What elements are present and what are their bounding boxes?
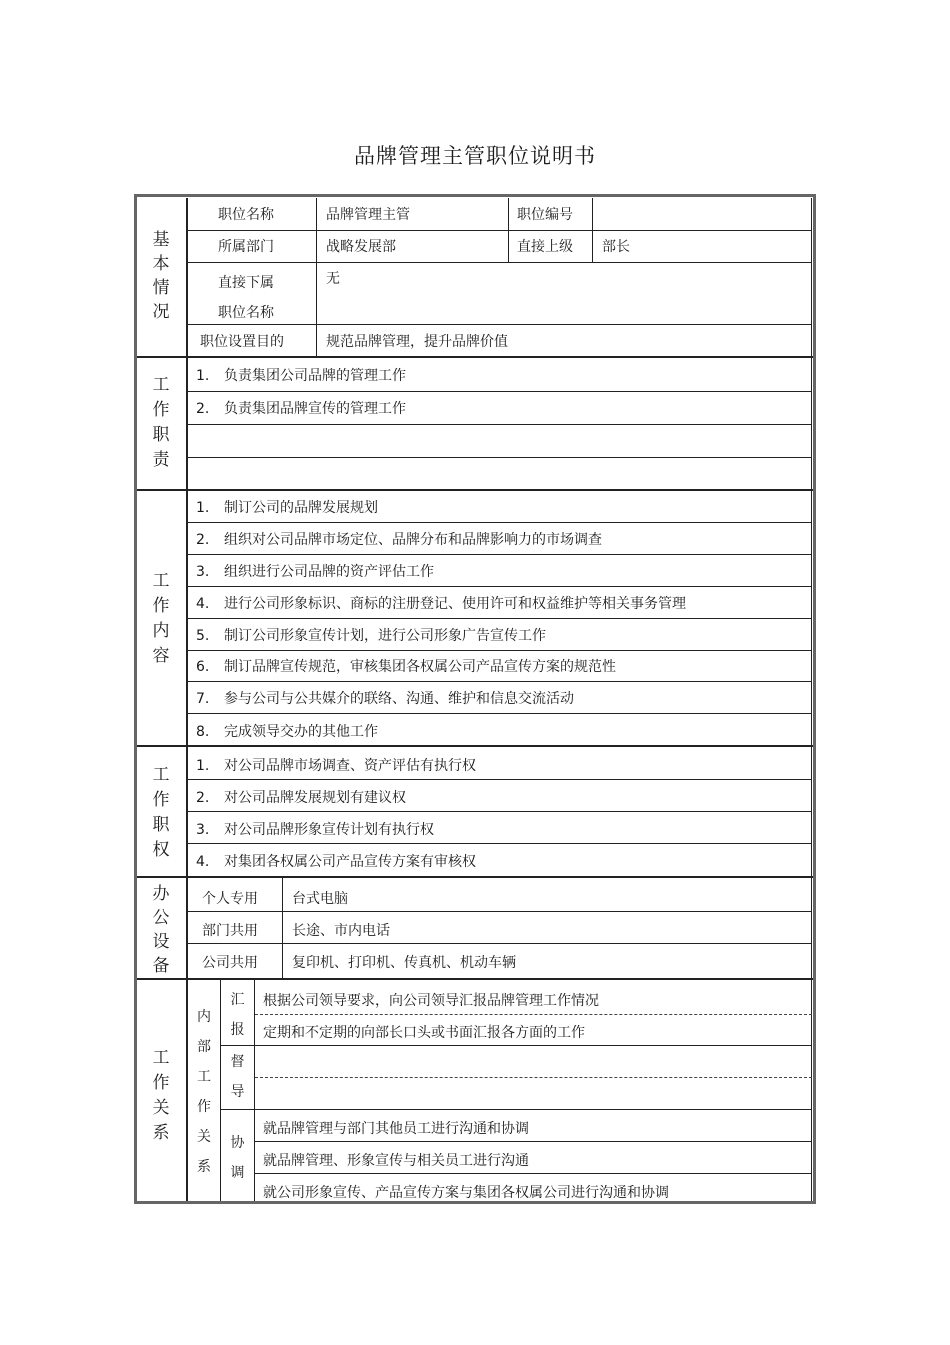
coordinate-item: 就品牌管理与部门其他员工进行沟通和协调 [263,1121,529,1137]
subordinate-label: 直接下属 职位名称 [218,275,274,321]
authority-item: 1. 对公司品牌市场调查、资产评估有执行权 [196,758,476,774]
position-code-label: 职位编号 [517,207,573,223]
content-item: 4. 进行公司形象标识、商标的注册登记、使用许可和权益维护等相关事务管理 [196,596,686,612]
superior-value: 部长 [602,239,630,255]
section-label-authority: 工 作 职 权 [152,765,170,860]
equipment-department-label: 部门共用 [202,923,258,939]
authority-item: 4. 对集团各权属公司产品宣传方案有审核权 [196,854,476,870]
position-name-label: 职位名称 [218,207,274,223]
content-item: 2. 组织对公司品牌市场定位、品牌分布和品牌影响力的市场调查 [196,532,602,548]
duty-item: 1. 负责集团公司品牌的管理工作 [196,368,406,384]
equipment-company-value: 复印机、打印机、传真机、机动车辆 [292,955,516,971]
superior-label: 直接上级 [517,239,573,255]
report-item: 根据公司领导要求，向公司领导汇报品牌管理工作情况 [263,993,599,1009]
position-name-value: 品牌管理主管 [326,207,410,223]
section-label-equipment: 办 公 设 备 [152,884,170,976]
department-value: 战略发展部 [326,239,396,255]
equipment-company-label: 公司共用 [202,955,258,971]
equipment-personal-value: 台式电脑 [292,891,348,907]
section-label-content: 工 作 内 容 [152,571,170,666]
equipment-personal-label: 个人专用 [202,891,258,907]
authority-item: 2. 对公司品牌发展规划有建议权 [196,790,406,806]
authority-item: 3. 对公司品牌形象宣传计划有执行权 [196,822,434,838]
content-item: 7. 参与公司与公共媒介的联络、沟通、维护和信息交流活动 [196,691,574,707]
supervise-label: 督 导 [230,1054,245,1100]
report-label: 汇 报 [230,992,245,1038]
coordinate-label: 协 调 [230,1135,245,1181]
department-label: 所属部门 [218,239,274,255]
section-label-relations: 工 作 关 系 [152,1048,170,1143]
section-label-duties: 工 作 职 责 [152,375,170,470]
internal-relations-label: 内 部 工 作 关 系 [197,1009,211,1175]
content-item: 5. 制订公司形象宣传计划，进行公司形象广告宣传工作 [196,628,546,644]
report-item: 定期和不定期的向部长口头或书面汇报各方面的工作 [263,1025,585,1041]
content-item: 3. 组织进行公司品牌的资产评估工作 [196,564,434,580]
equipment-department-value: 长途、市内电话 [292,923,390,939]
coordinate-item: 就品牌管理、形象宣传与相关员工进行沟通 [263,1153,529,1169]
coordinate-item: 就公司形象宣传、产品宣传方案与集团各权属公司进行沟通和协调 [263,1185,669,1201]
content-item: 1. 制订公司的品牌发展规划 [196,500,378,516]
content-item: 6. 制订品牌宣传规范，审核集团各权属公司产品宣传方案的规范性 [196,659,616,675]
page-title: 品牌管理主管职位说明书 [354,144,596,168]
content-item: 8. 完成领导交办的其他工作 [196,724,378,740]
subordinate-value: 无 [326,271,340,287]
section-label-basic: 基 本 情 况 [152,230,170,322]
purpose-value: 规范品牌管理，提升品牌价值 [326,334,508,350]
duty-item: 2. 负责集团品牌宣传的管理工作 [196,401,406,417]
purpose-label: 职位设置目的 [200,334,284,350]
